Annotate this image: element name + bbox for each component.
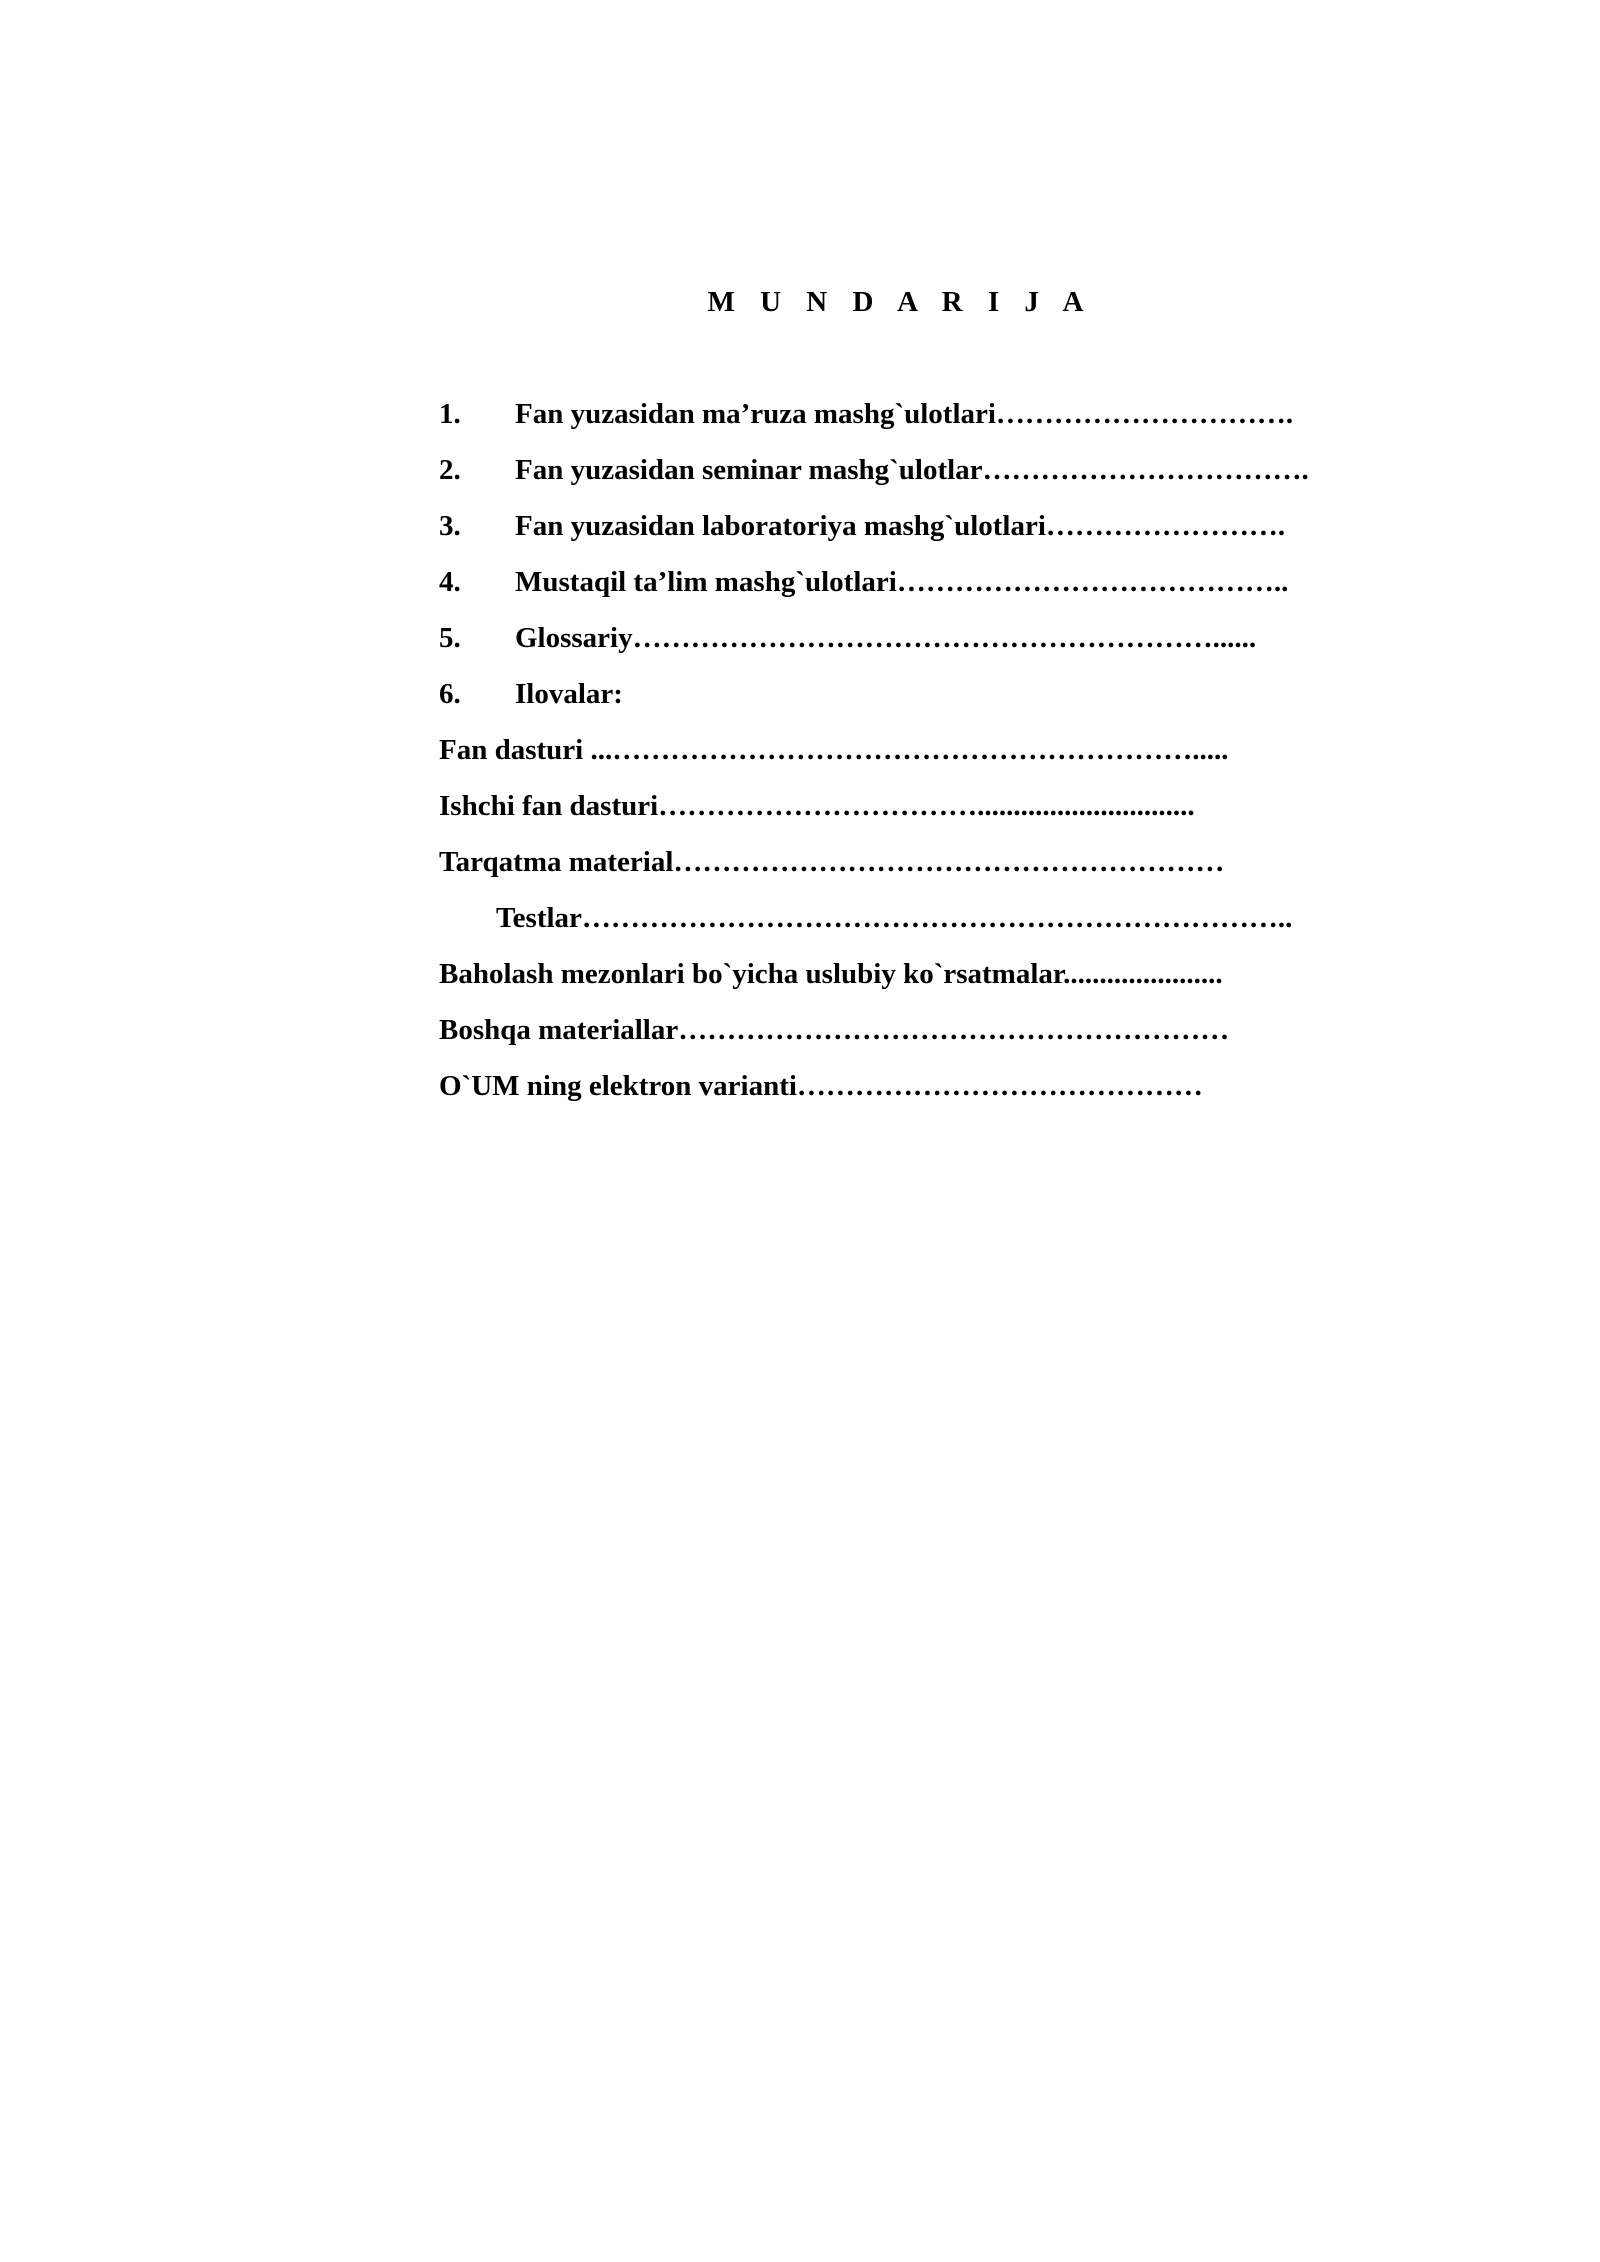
- toc-item-text: Fan yuzasidan laboratoriya mashg`ulotlari…………………….: [515, 510, 1286, 542]
- toc-appendix-text: Baholash mezonlari bo`yicha uslubiy ko`rsatmalar......................: [439, 958, 1223, 990]
- toc-item-text: Mustaqil ta’lim mashg`ulotlari…………………………………..: [515, 566, 1289, 598]
- toc-item-4[interactable]: [439, 560, 1539, 616]
- toc-appendix-text: Tarqatma material…………………………………………………: [439, 846, 1225, 878]
- toc-appendix-testlar[interactable]: [439, 896, 1539, 952]
- toc-item-2[interactable]: [439, 448, 1539, 504]
- toc-item-text: Ilovalar:: [515, 678, 623, 710]
- toc-item-text: Glossariy……………………………………………………......: [515, 622, 1257, 654]
- table-of-contents: [439, 392, 1539, 1120]
- toc-item-6[interactable]: [439, 672, 1539, 728]
- toc-item-text: Fan yuzasidan seminar mashg`ulotlar…………………………….: [515, 454, 1309, 486]
- toc-item-number: 5.: [439, 622, 461, 654]
- page-title: M U N D A R I J A: [707, 286, 1093, 318]
- toc-item-number: 2.: [439, 454, 461, 486]
- toc-item-number: 4.: [439, 566, 461, 598]
- toc-item-3[interactable]: [439, 504, 1539, 560]
- toc-appendix-elektron-variant[interactable]: [439, 1064, 1539, 1120]
- toc-item-text: Fan yuzasidan ma’ruza mashg`ulotlari………………………….: [515, 398, 1294, 430]
- toc-item-number: 6.: [439, 678, 461, 710]
- toc-appendix-ishchi-fan-dasturi[interactable]: [439, 784, 1539, 840]
- toc-appendix-text: Boshqa materiallar…………………………………………………: [439, 1014, 1230, 1046]
- toc-appendix-boshqa[interactable]: [439, 1008, 1539, 1064]
- toc-appendix-text: Ishchi fan dasturi……………………………..............................: [439, 790, 1195, 822]
- toc-appendix-text: Fan dasturi ...…………………………………………………….....: [439, 734, 1229, 766]
- toc-item-number: 1.: [439, 398, 461, 430]
- toc-appendix-text: Testlar………………………………………………………………..: [496, 902, 1293, 934]
- toc-item-1[interactable]: [439, 392, 1539, 448]
- toc-appendix-tarqatma-material[interactable]: [439, 840, 1539, 896]
- toc-appendix-baholash[interactable]: [439, 952, 1539, 1008]
- toc-item-5[interactable]: [439, 616, 1539, 672]
- toc-item-number: 3.: [439, 510, 461, 542]
- toc-appendix-fan-dasturi[interactable]: [439, 728, 1539, 784]
- toc-appendix-text: O`UM ning elektron varianti……………………………………: [439, 1070, 1203, 1102]
